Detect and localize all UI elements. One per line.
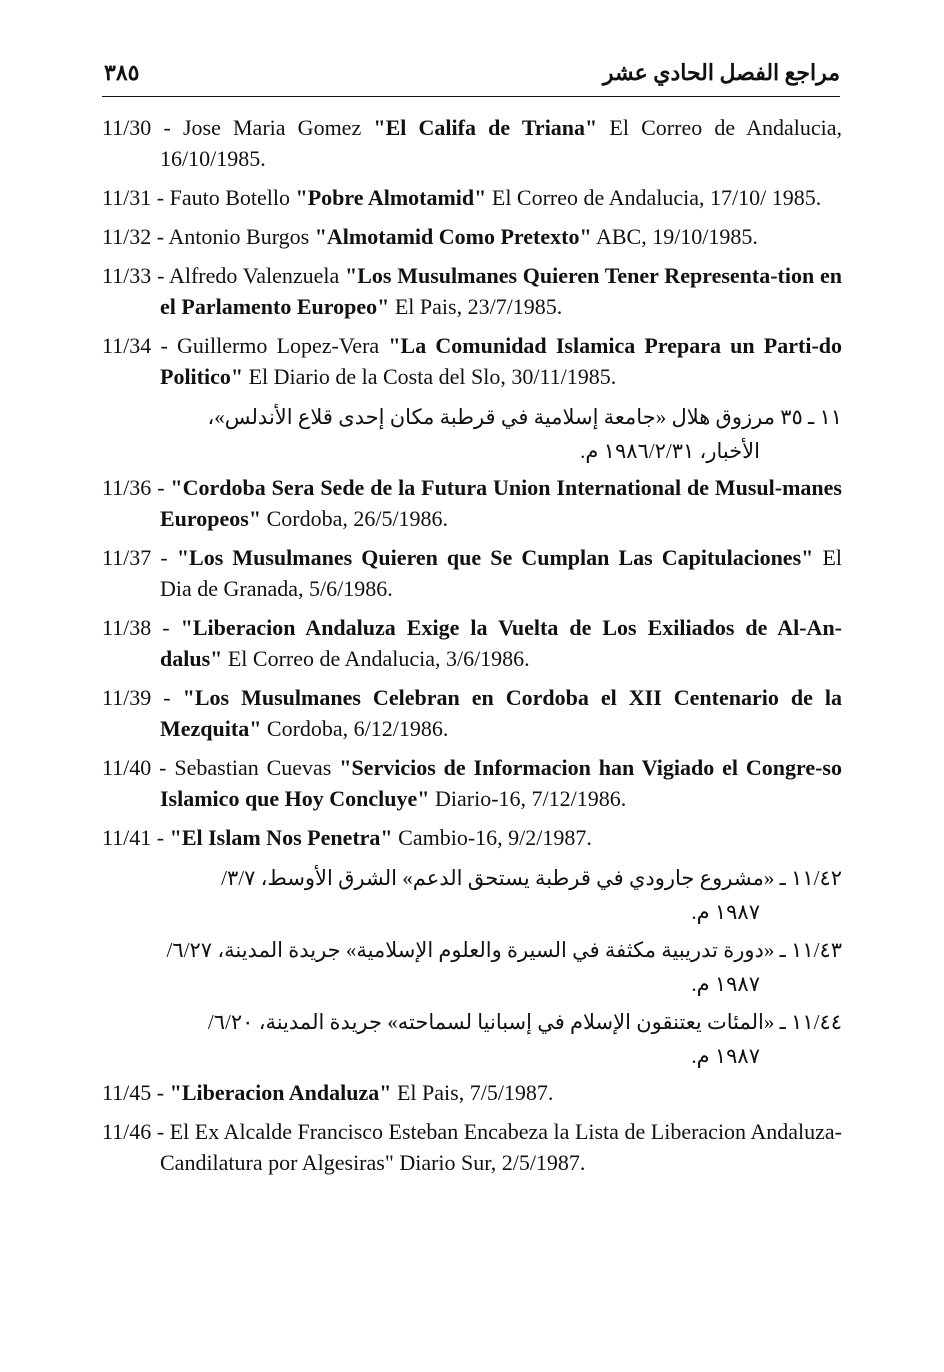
arabic-reference-line: الأخبار، ١٩٨٦/٢/٣١ م.: [580, 439, 760, 463]
arabic-reference-line: ١٩٨٧ م.: [691, 1044, 760, 1068]
arabic-reference-line: ١١/٤٤ ـ «المئات يعتنقون الإسلام في إسبانيا لسماحته» جريدة المدينة، ٦/٢٠/: [207, 1010, 842, 1034]
reference-item: 11/31 - Fauto Botello "Pobre Almotamid" El Correo de Andalucia, 17/10/ 1985.: [102, 185, 822, 210]
reference-item: 11/32 - Antonio Burgos "Almotamid Como Pretexto" ABC, 19/10/1985.: [102, 224, 758, 249]
page-number: ٣٨٥: [104, 60, 140, 85]
arabic-reference-line: ١١/٤٣ ـ «دورة تدريبية مكثفة في السيرة والعلوم الإسلامية» جريدة المدينة، ٦/٢٧/: [166, 938, 842, 962]
arabic-reference-line: ١١ ـ ٣٥ مرزوق هلال «جامعة إسلامية في قرطبة مكان إحدى قلاع الأندلس»،: [207, 405, 842, 429]
arabic-reference-item: [102, 933, 842, 1001]
reference-item: 11/46 - El Ex Alcalde Francisco Esteban Encabeza la Lista de Liberacion Andaluza-Candilatura por Algesiras" Diario Sur, 2/5/1987.: [102, 1119, 843, 1175]
arabic-reference-line: ١١/٤٢ ـ «مشروع جارودي في قرطبة يستحق الدعم» الشرق الأوسط، ٣/٧/: [221, 866, 842, 890]
reference-list: [102, 112, 842, 1186]
chapter-title: مراجع الفصل الحادي عشر: [602, 60, 840, 85]
reference-item: 11/34 - Guillermo Lopez-Vera "La Comunidad Islamica Prepara un Parti-do Politico" El Diario de la Costa del Slo, 30/11/1985.: [102, 333, 843, 389]
reference-item: 11/33 - Alfredo Valenzuela "Los Musulmanes Quieren Tener Representa-tion en el Parlamento Europeo" El Pais, 23/7/1985.: [102, 263, 842, 319]
reference-item: 11/38 - "Liberacion Andaluza Exige la Vuelta de Los Exiliados de Al-An-dalus" El Correo de Andalucia, 3/6/1986.: [102, 615, 843, 671]
arabic-reference-item: [102, 861, 842, 929]
reference-item: 11/40 - Sebastian Cuevas "Servicios de Informacion han Vigiado el Congre-so Islamico que Hoy Concluye" Diario-16, 7/12/1986.: [102, 755, 842, 811]
page-header: [102, 52, 840, 97]
reference-item: 11/45 - "Liberacion Andaluza" El Pais, 7/5/1987.: [102, 1080, 554, 1105]
arabic-reference-item: [102, 1005, 842, 1073]
arabic-reference-line: ١٩٨٧ م.: [691, 900, 760, 924]
reference-item: 11/39 - "Los Musulmanes Celebran en Cordoba el XII Centenario de la Mezquita" Cordoba, 6/12/1986.: [102, 685, 842, 741]
reference-item: 11/41 - "El Islam Nos Penetra" Cambio-16, 9/2/1987.: [102, 825, 592, 850]
reference-item: 11/37 - "Los Musulmanes Quieren que Se Cumplan Las Capitulaciones" El Dia de Granada, 5/6/1986.: [102, 545, 843, 601]
reference-item: 11/36 - "Cordoba Sera Sede de la Futura Union International de Musul-manes Europeos" Cordoba, 26/5/1986.: [102, 475, 842, 531]
arabic-reference-line: ١٩٨٧ م.: [691, 972, 760, 996]
reference-item: 11/30 - Jose Maria Gomez "El Califa de Triana" El Correo de Andalucia, 16/10/1985.: [102, 115, 842, 171]
arabic-reference-item: [102, 400, 842, 468]
